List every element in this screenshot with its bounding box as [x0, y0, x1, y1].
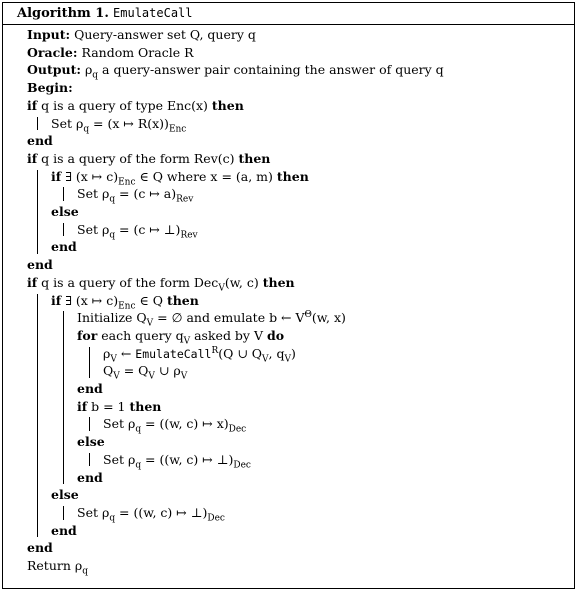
line-text: Set $\rho_q = (x$ ↦ $R(x))_{Enc}$: [51, 115, 187, 134]
algorithm-line: [77, 221, 198, 241]
line-text: $\rho_q$ a query-answer pair containing the answer of query q: [80, 62, 444, 81]
keyword: else: [77, 434, 105, 450]
keyword: then: [262, 274, 295, 290]
algorithm-line: [27, 26, 256, 43]
algorithm-line: [27, 61, 444, 81]
algorithm-line: [27, 150, 270, 167]
line-text: q is a query of the form Rev(c): [37, 150, 239, 166]
block-rule: [63, 223, 64, 237]
line-text: each query $q_V$ asked by V: [97, 327, 267, 347]
line-text: Initialize $Q_V$ = ∅ and emulate b ← $V^\Theta(w$, x): [77, 310, 346, 329]
line-text: q is a query of type Enc(x): [37, 97, 212, 113]
keyword: end: [51, 239, 77, 255]
algorithm-title: Algorithm 1.: [17, 6, 109, 21]
keyword: end: [77, 381, 103, 396]
line-text: Set $\rho_q = ((w$, c) ↦ $\perp)_{Dec}$: [77, 504, 225, 524]
procedure-name: EmulateCall: [135, 346, 212, 361]
keyword: then: [276, 168, 309, 184]
algorithm-line: [51, 168, 309, 188]
algorithm-line: [51, 115, 186, 132]
line-text: b = 1: [87, 398, 130, 414]
algorithm-line: [77, 469, 103, 486]
algorithm-line: [51, 292, 199, 309]
algorithm-box: [2, 2, 575, 589]
line-text: ∃ (x ↦ $c)_{Enc}$ ∈ Q where x = (a, m): [61, 168, 277, 188]
algorithm-line: [103, 345, 296, 365]
algorithm-line: [27, 132, 53, 149]
line-text: ∃ (x ↦ $c)_{Enc}$ ∈ Q: [61, 292, 167, 311]
algorithm-line: [77, 185, 194, 205]
line-text: q is a query of the form Dec$_V$(w, c): [37, 274, 263, 294]
keyword: then: [238, 150, 271, 166]
keyword: do: [266, 327, 285, 343]
keyword: if: [51, 168, 62, 184]
algorithm-line: [103, 451, 251, 471]
keyword: if: [51, 292, 62, 308]
algorithm-line: [77, 309, 346, 329]
block-rule: [37, 117, 38, 131]
algorithm-line: [103, 415, 247, 435]
line-text: Set $\rho_q = (c$ ↦ $a)_{Rev}$: [77, 186, 194, 205]
block-rule: [37, 170, 38, 255]
algorithm-line: [27, 539, 53, 556]
keyword: then: [211, 97, 244, 113]
line-text: Query-answer set Q, query q: [70, 27, 256, 42]
block-rule: [63, 187, 64, 201]
keyword: end: [51, 522, 77, 538]
keyword: end: [27, 257, 53, 273]
block-rule: [63, 506, 64, 520]
keyword: then: [129, 398, 162, 414]
block-rule: [89, 453, 90, 467]
line-text: $Q_V = Q_V$ ∪ $\rho_V$: [103, 363, 188, 382]
algorithm-line: [51, 522, 77, 539]
keyword: Input:: [27, 27, 71, 42]
keyword: if: [27, 150, 38, 166]
algorithm-line: [51, 486, 79, 503]
algorithm-line: [77, 504, 225, 524]
algorithm-line: [27, 557, 88, 577]
algorithm-line: [51, 203, 79, 220]
algorithm-header: [3, 3, 574, 25]
keyword: end: [27, 540, 53, 556]
keyword: for: [77, 327, 98, 343]
keyword: if: [27, 97, 38, 113]
keyword: Begin:: [27, 80, 73, 96]
keyword: end: [27, 133, 53, 149]
algorithm-line: [27, 97, 244, 114]
algorithm-line: [27, 256, 53, 273]
line-text: Set $\rho_q = ((w$, c) ↦ $x)_{Dec}$: [103, 416, 247, 435]
keyword: Output:: [27, 62, 81, 78]
algorithm-line: [77, 380, 103, 397]
keyword: end: [77, 469, 103, 485]
algorithm-line: [103, 362, 188, 382]
keyword: else: [51, 204, 79, 219]
algorithm-line: [77, 398, 161, 415]
line-text: Return $\rho_q$: [27, 558, 88, 577]
algorithm-line: [27, 44, 194, 61]
line-text: Random Oracle R: [77, 44, 194, 60]
keyword: if: [27, 274, 38, 290]
keyword: Oracle:: [27, 44, 78, 60]
line-text: $^R$(Q ∪ $Q_V$, $q_V$): [211, 345, 296, 365]
algorithm-line: [51, 238, 77, 255]
algorithm-line: [27, 79, 73, 96]
algorithm-name: EmulateCall: [113, 6, 193, 20]
algorithm-line: [77, 327, 285, 347]
algorithm-line: [77, 433, 105, 450]
line-text: Set $\rho_q = ((w$, c) ↦ $\perp)_{Dec}$: [103, 451, 251, 471]
block-rule: [37, 294, 38, 538]
block-rule: [89, 417, 90, 431]
block-rule: [63, 311, 64, 484]
keyword: then: [166, 292, 199, 308]
block-rule: [89, 347, 90, 378]
keyword: if: [77, 398, 88, 414]
line-text: Set $\rho_q = (c$ ↦ $\perp)_{Rev}$: [77, 221, 198, 241]
keyword: else: [51, 487, 79, 503]
algorithm-line: [27, 274, 295, 294]
line-text: $\rho_V$ ←: [103, 345, 136, 365]
